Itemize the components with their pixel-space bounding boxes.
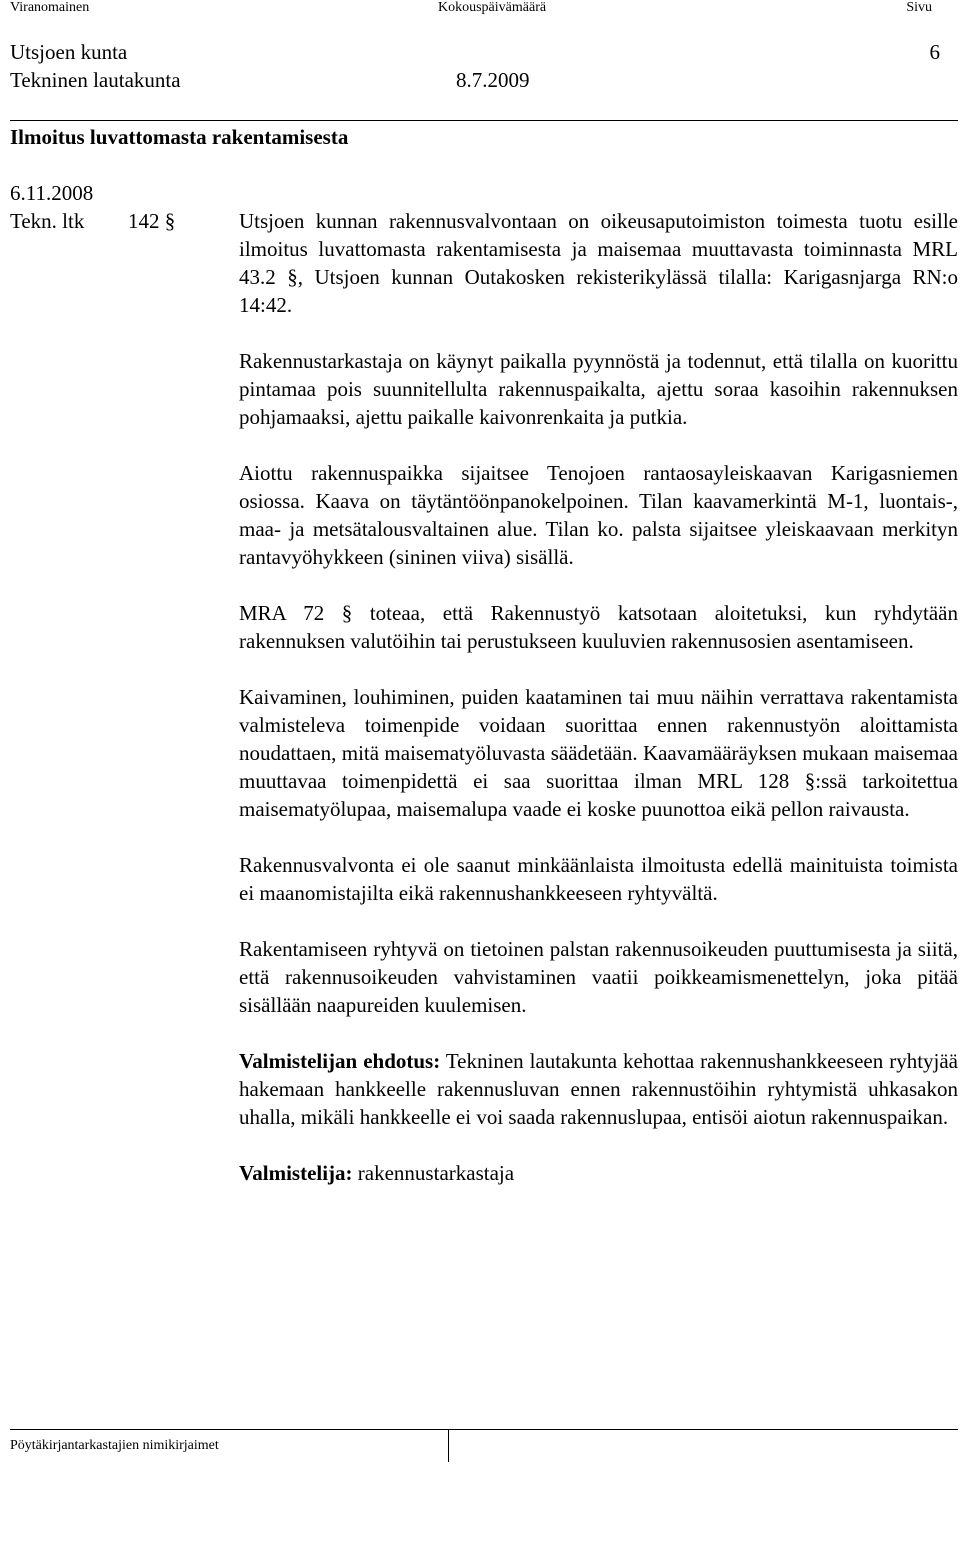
running-head-authority: Viranomainen bbox=[10, 0, 90, 15]
paragraph: Rakennustarkastaja on käynyt paikalla pyynnöstä ja todennut, että tilalla on kuorittu pintamaa pois suunnitellulta rakennuspaikalta, ajettu soraa kasoihin rakennuksen pohjamaaksi, ajettu paikalle kaivonrenkaita ja putkia. bbox=[239, 349, 958, 429]
reference-label: Tekn. ltk bbox=[10, 209, 85, 233]
initials-label: Pöytäkirjantarkastajien nimikirjaimet bbox=[10, 1430, 449, 1462]
footer bbox=[10, 1429, 958, 1462]
paragraph: Utsjoen kunnan rakennusvalvontaan on oikeusaputoimiston toimesta tuotu esille ilmoitus luvattomasta rakentamisesta ja maisemaa muuttavasta toiminnasta MRL 43.2 §, Utsjoen kunnan Outakosken rekisterikylässä tilalla: Karigasnjarga RN:o 14:42. bbox=[239, 209, 958, 317]
running-head-meeting-date: Kokouspäivämäärä bbox=[438, 0, 547, 15]
paragraph: MRA 72 § toteaa, että Rakennustyö katsotaan aloitetuksi, kun ryhdytään rakennuksen valutöihin tai perustukseen kuuluvien rakennusosien asentamiseen. bbox=[239, 601, 958, 653]
organization-name: Utsjoen kunta bbox=[10, 40, 128, 64]
document-header bbox=[10, 38, 950, 94]
paragraph: Rakentamiseen ryhtyvä on tietoinen palstan rakennusoikeuden puuttumisesta ja siitä, että rakennusoikeuden vahvistaminen vaatii poikkeamismenettelyn, joka pitää sisällään naapureiden kuulemisen. bbox=[239, 937, 958, 1017]
paragraph: Rakennusvalvonta ei ole saanut minkäänlaista ilmoitusta edellä mainituista toimista ei maanomistajilta eikä rakennushankkeeseen ryhtyvältä. bbox=[239, 853, 958, 905]
proposal-paragraph bbox=[239, 1047, 958, 1131]
proposal-text: Tekninen lautakunta kehottaa rakennushankkeeseen ryhtyjää hakemaan hankkeelle rakennusluvan ennen rakennustöihin ryhtymistä uhkasakon uhalla, mikäli hankkeelle ei voi saada rakennuslupaa, entisöi aiotun rakennuspaikan. bbox=[239, 1049, 958, 1129]
meeting-date: 8.7.2009 bbox=[456, 68, 530, 92]
reference-date: 6.11.2008 bbox=[10, 181, 94, 205]
reference-number: 142 § bbox=[128, 209, 176, 233]
board-name: Tekninen lautakunta bbox=[10, 68, 181, 92]
paragraph: Kaivaminen, louhiminen, puiden kaataminen tai muu näihin verrattava rakentamista valmisteleva toimenpide voidaan suorittaa ennen rakennustyön aloittamista noudattaen, mitä maisematyöluvasta säädetään. Kaavamääräyksen mukaan maisemaa muuttavaa toimenpidettä ei saa suorittaa ilman MRL 128 §:ssä tarkoitettua maisematyölupaa, maisemalupa vaade ei koske puunottoa eikä pellon raivausta. bbox=[239, 685, 958, 821]
running-head-page: Sivu bbox=[906, 0, 932, 15]
preparer-line bbox=[239, 1159, 958, 1187]
section-title: Ilmoitus luvattomasta rakentamisesta bbox=[10, 125, 349, 149]
header-divider bbox=[10, 120, 958, 121]
preparer-label: Valmistelija: bbox=[239, 1161, 353, 1185]
page-number: 6 bbox=[929, 40, 940, 64]
preparer-value: rakennustarkastaja bbox=[357, 1161, 515, 1185]
proposal-label: Valmistelijan ehdotus: bbox=[239, 1049, 441, 1073]
document-body bbox=[239, 207, 958, 1187]
paragraph: Aiottu rakennuspaikka sijaitsee Tenojoen rantaosayleiskaavan Karigasniemen osiossa. Kaava on täytäntöönpanokelpoinen. Tilan kaavamerkintä M-1, luontais-, maa- ja metsätalousvaltainen alue. Tilan ko. palsta sijaitsee yleiskaavaan merkityn rantavyöhykkeen (sininen viiva) sisällä. bbox=[239, 461, 958, 569]
running-head bbox=[10, 0, 950, 16]
